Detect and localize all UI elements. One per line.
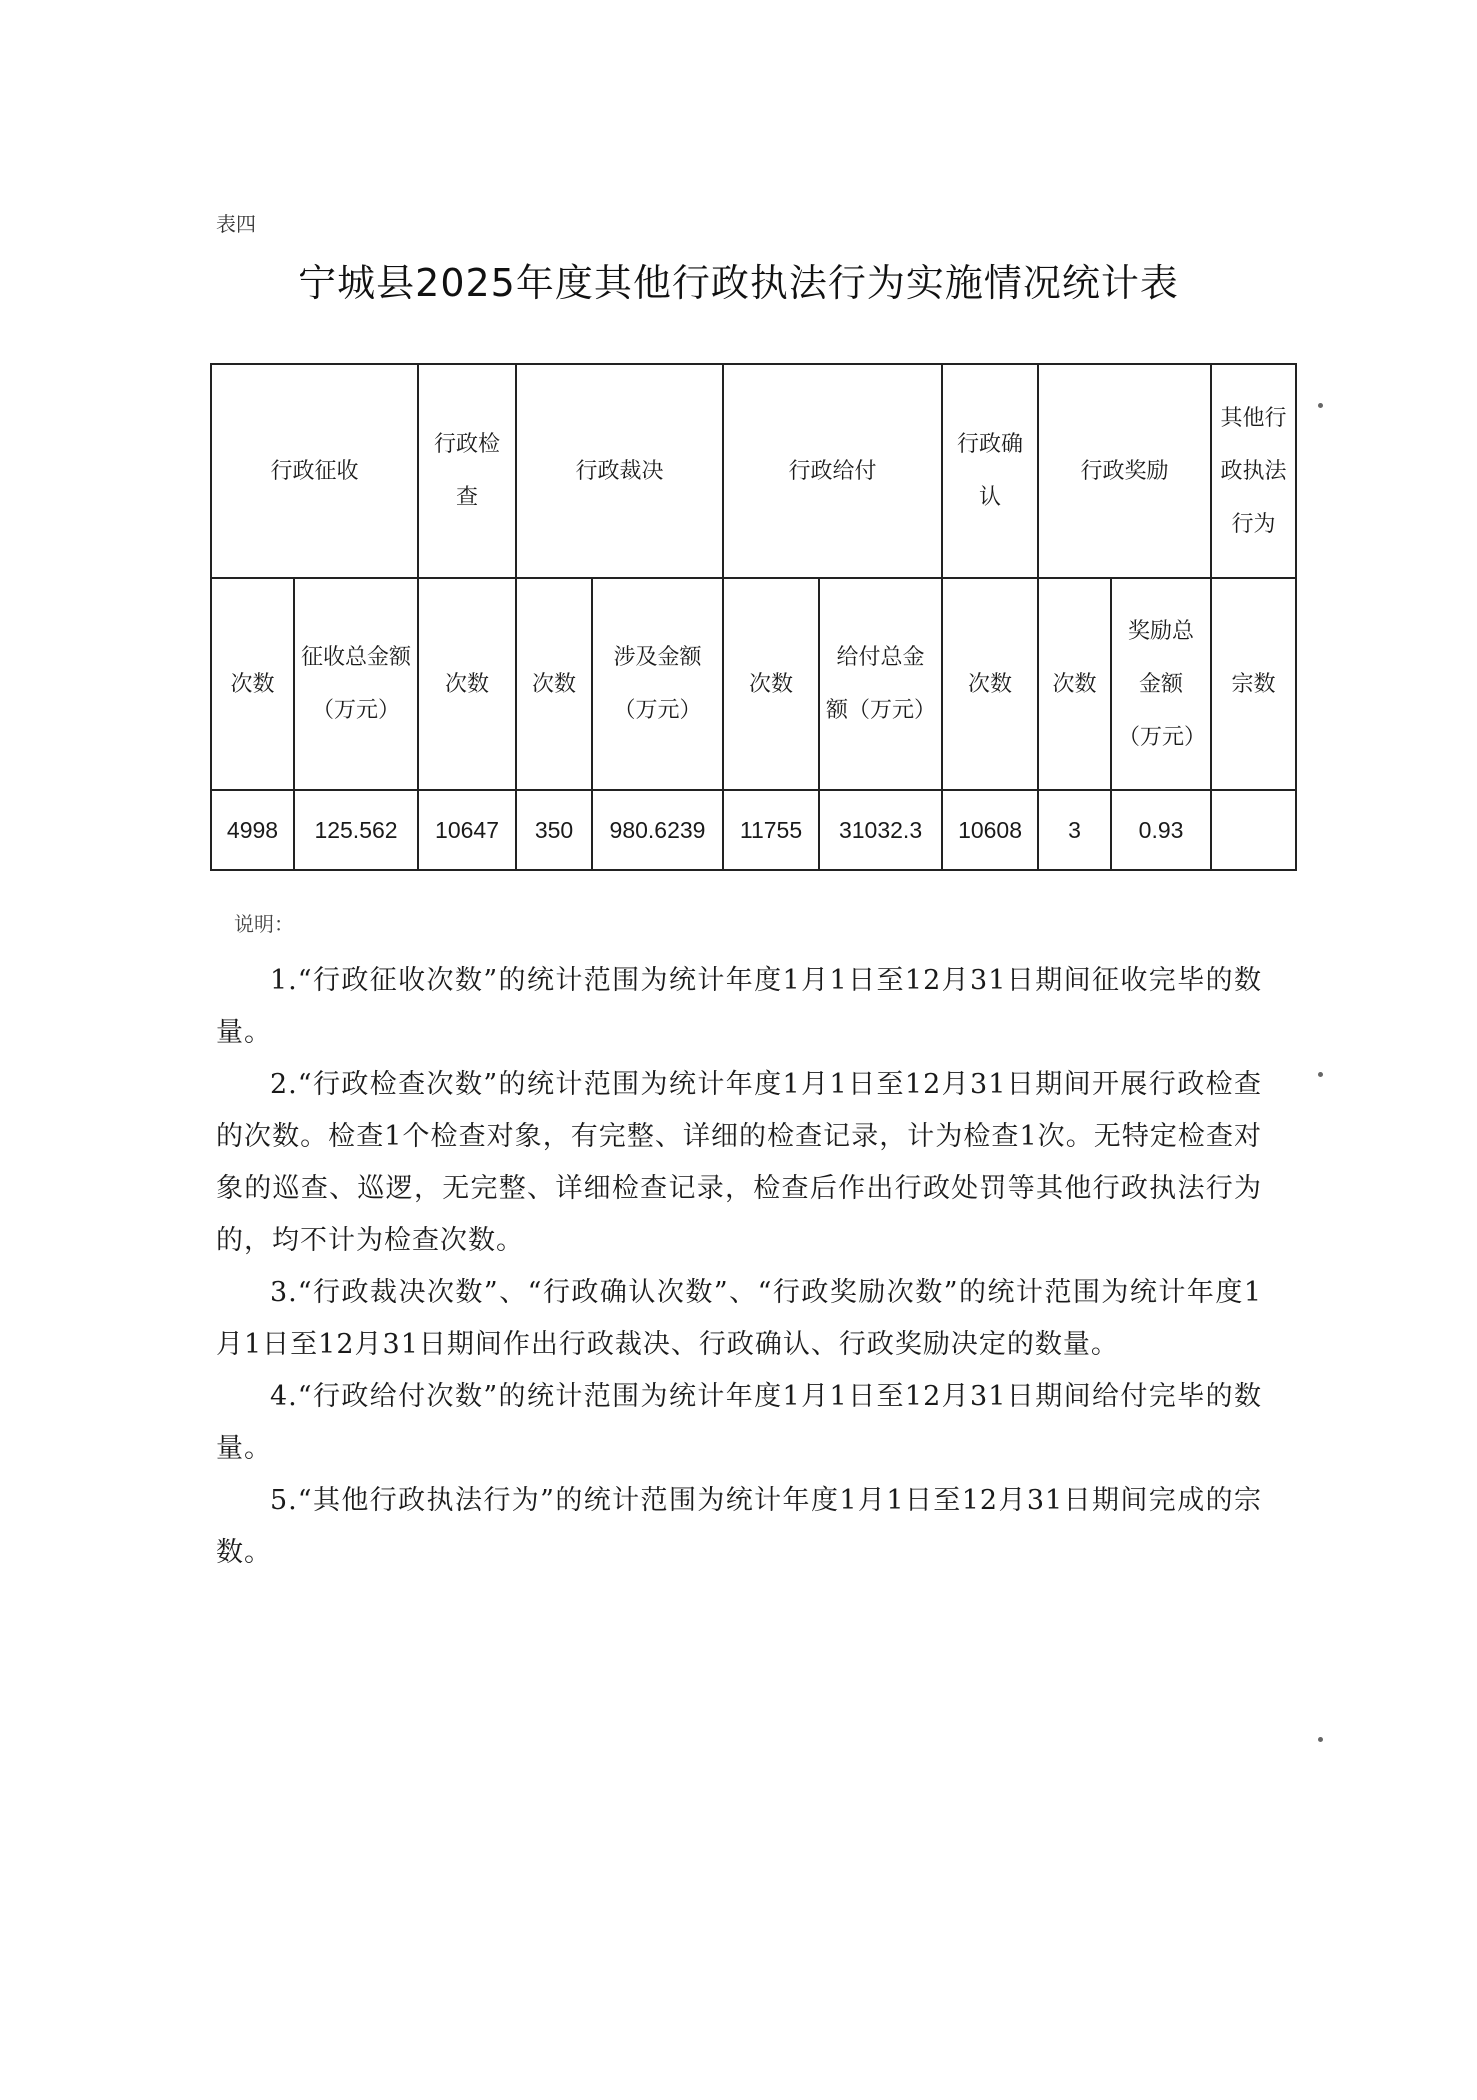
- subheader-other-cases: 宗数: [1211, 578, 1296, 790]
- subheader-collection-amount: 征收总金额（万元）: [294, 578, 418, 790]
- table-header-row: [211, 364, 1296, 578]
- note-item-5: 5.“其他行政执法行为”的统计范围为统计年度1月1日至12月31日期间完成的宗数。: [216, 1485, 1262, 1568]
- value-collection-amount: 125.562: [294, 790, 418, 870]
- header-other: 其他行政执法行为: [1211, 364, 1296, 578]
- subheader-reward-count: 次数: [1038, 578, 1111, 790]
- value-reward-count: 3: [1038, 790, 1111, 870]
- header-collection: 行政征收: [211, 364, 418, 578]
- value-other-cases: [1211, 790, 1296, 870]
- subheader-collection-count: 次数: [211, 578, 294, 790]
- scan-speck: [1318, 403, 1323, 408]
- header-confirmation: 行政确认: [942, 364, 1038, 578]
- subheader-inspection-count: 次数: [418, 578, 516, 790]
- value-confirmation-count: 10608: [942, 790, 1038, 870]
- notes-heading: 说明：: [234, 912, 294, 936]
- subheader-payment-count: 次数: [723, 578, 819, 790]
- table-label: 表四: [216, 212, 256, 236]
- note-item-4: 4.“行政给付次数”的统计范围为统计年度1月1日至12月31日期间给付完毕的数量。: [216, 1381, 1262, 1464]
- scan-speck: [1318, 1737, 1323, 1742]
- subheader-payment-amount: 给付总金额（万元）: [819, 578, 942, 790]
- notes-section: [216, 955, 1262, 1579]
- value-payment-count: 11755: [723, 790, 819, 870]
- table-subheader-row: [211, 578, 1296, 790]
- header-ruling: 行政裁决: [516, 364, 723, 578]
- statistics-table: [210, 363, 1297, 871]
- note-item-1: 1.“行政征收次数”的统计范围为统计年度1月1日至12月31日期间征收完毕的数量。: [216, 965, 1262, 1048]
- table-row: [211, 790, 1296, 870]
- header-inspection: 行政检查: [418, 364, 516, 578]
- subheader-reward-amount: 奖励总金额（万元）: [1111, 578, 1211, 790]
- value-ruling-count: 350: [516, 790, 592, 870]
- scan-speck: [1318, 1072, 1323, 1077]
- value-inspection-count: 10647: [418, 790, 516, 870]
- value-ruling-amount: 980.6239: [592, 790, 723, 870]
- header-payment: 行政给付: [723, 364, 942, 578]
- subheader-ruling-count: 次数: [516, 578, 592, 790]
- note-item-2: 2.“行政检查次数”的统计范围为统计年度1月1日至12月31日期间开展行政检查的次数。检查1个检查对象，有完整、详细的检查记录，计为检查1次。无特定检查对象的巡查、巡逻，无完整、详细检查记录，检查后作出行政处罚等其他行政执法行为的，均不计为检查次数。: [216, 1069, 1262, 1256]
- header-reward: 行政奖励: [1038, 364, 1211, 578]
- value-payment-amount: 31032.3: [819, 790, 942, 870]
- value-reward-amount: 0.93: [1111, 790, 1211, 870]
- value-collection-count: 4998: [211, 790, 294, 870]
- subheader-confirmation-count: 次数: [942, 578, 1038, 790]
- subheader-ruling-amount: 涉及金额（万元）: [592, 578, 723, 790]
- note-item-3: 3.“行政裁决次数”、“行政确认次数”、“行政奖励次数”的统计范围为统计年度1月1日至12月31日期间作出行政裁决、行政确认、行政奖励决定的数量。: [216, 1277, 1262, 1360]
- page-title: 宁城县2025年度其他行政执法行为实施情况统计表: [298, 261, 1179, 305]
